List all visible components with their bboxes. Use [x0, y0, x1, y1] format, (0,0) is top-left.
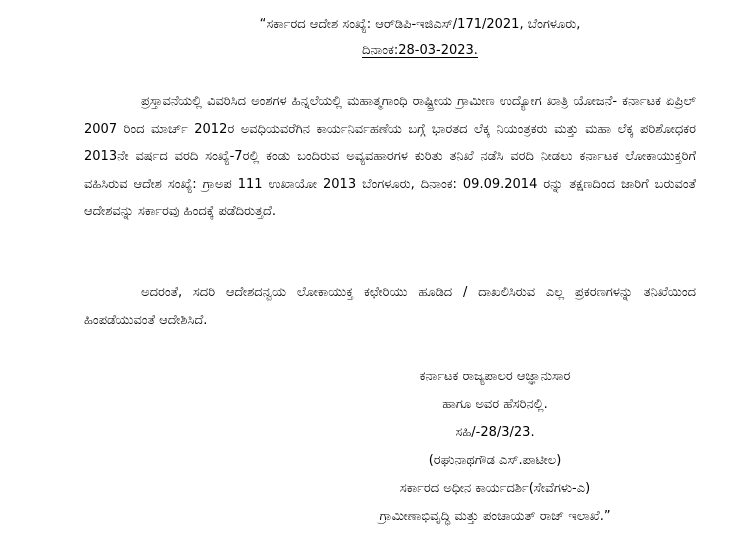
signatory-department: ಗ್ರಾಮೀಣಾಭಿವೃದ್ಧಿ ಮತ್ತು ಪಂಚಾಯತ್ ರಾಜ್ ಇಲಾಖೆ.”	[379, 509, 611, 524]
signature-name-line: ಹಾಗೂ ಅವರ ಹೆಸರಿನಲ್ಲಿ.	[442, 397, 548, 412]
signature-signed-date: ಸಹಿ/-28/3/23.	[455, 425, 535, 440]
signatory-designation: ಸರ್ಕಾರದ ಅಧೀನ ಕಾರ್ಯದರ್ಶಿ(ಸೇವೆಗಳು-ಎ)	[399, 481, 591, 496]
order-paragraph-1: ಪ್ರಸ್ತಾವನೆಯಲ್ಲಿ ವಿವರಿಸಿದ ಅಂಶಗಳ ಹಿನ್ನಲೆಯಲ್ಲಿ ಮಹಾತ್ಮಗಾಂಧಿ ರಾಷ್ಟ್ರೀಯ ಗ್ರಾಮೀಣ ಉದ್ಯೋಗ ಖಾತ್ರಿ ಯೋಜನೆ- ಕರ್ನಾಟಕ ಏಪ್ರಿಲ್ 2007 ರಿಂದ ಮಾರ್ಚ್ 2012ರ ಅವಧಿಯವರೆಗಿನ ಕಾರ್ಯನಿರ್ವಹಣೆಯ ಬಗ್ಗೆ ಭಾರತದ ಲೆಕ್ಕ ನಿಯಂತ್ರಕರು ಮತ್ತು ಮಹಾ ಲೆಕ್ಕ ಪರಿಶೋಧಕರ 2013ನೇ ವರ್ಷದ ವರದಿ ಸಂಖ್ಯೆ-7ರಲ್ಲಿ ಕಂಡು ಬಂದಿರುವ ಅವ್ಯವಹಾರಗಳ ಕುರಿತು ತನಿಖೆ ನಡೆಸಿ ವರದಿ ನೀಡಲು ಕರ್ನಾಟಕ ಲೋಕಾಯುಕ್ತರಿಗೆ ವಹಿಸಿರುವ ಆದೇಶ ಸಂಖ್ಯೆ: ಗ್ರಾಅಪ 111 ಉಖಾಯೋ 2013 ಬೆಂಗಳೂರು, ದಿನಾಂಕ: 09.09.2014 ರನ್ನು ತಕ್ಷಣದಿಂದ ಜಾರಿಗೆ ಬರುವಂತೆ ಆದೇಶವನ್ನು ಸರ್ಕಾರವು ಹಿಂದಕ್ಕೆ ಪಡೆದಿರುತ್ತದೆ.	[84, 94, 696, 220]
signatory-name: (ರಘುನಾಥಗೌಡ ಎಸ್.ಪಾಟೀಲ)	[428, 453, 562, 468]
signature-authority-line: ಕರ್ನಾಟಕ ರಾಜ್ಯಪಾಲರ ಆಜ್ಞಾನುಸಾರ	[419, 369, 571, 384]
order-date-text: ದಿನಾಂಕ:28-03-2023.	[362, 43, 478, 58]
signature-block	[330, 363, 660, 531]
order-date	[120, 42, 720, 60]
order-paragraph-2: ಅದರಂತೆ, ಸದರಿ ಆದೇಶದನ್ವಯ ಲೋಕಾಯುಕ್ತ ಕಛೇರಿಯು ಹೂಡಿದ / ದಾಖಲಿಸಿರುವ ಎಲ್ಲ ಪ್ರಕರಣಗಳನ್ನು ತನಿಖೆಯಿಂದ ಹಿಂಪಡೆಯುವಂತೆ ಆದೇಶಿಸಿದೆ.	[84, 285, 696, 328]
order-reference: “ಸರ್ಕಾರದ ಆದೇಶ ಸಂಖ್ಯೆ: ಆರ್‌ಡಿಪಿ-ಇಜಿಎಸ್/171/2021, ಬೆಂಗಳೂರು,	[259, 17, 581, 32]
